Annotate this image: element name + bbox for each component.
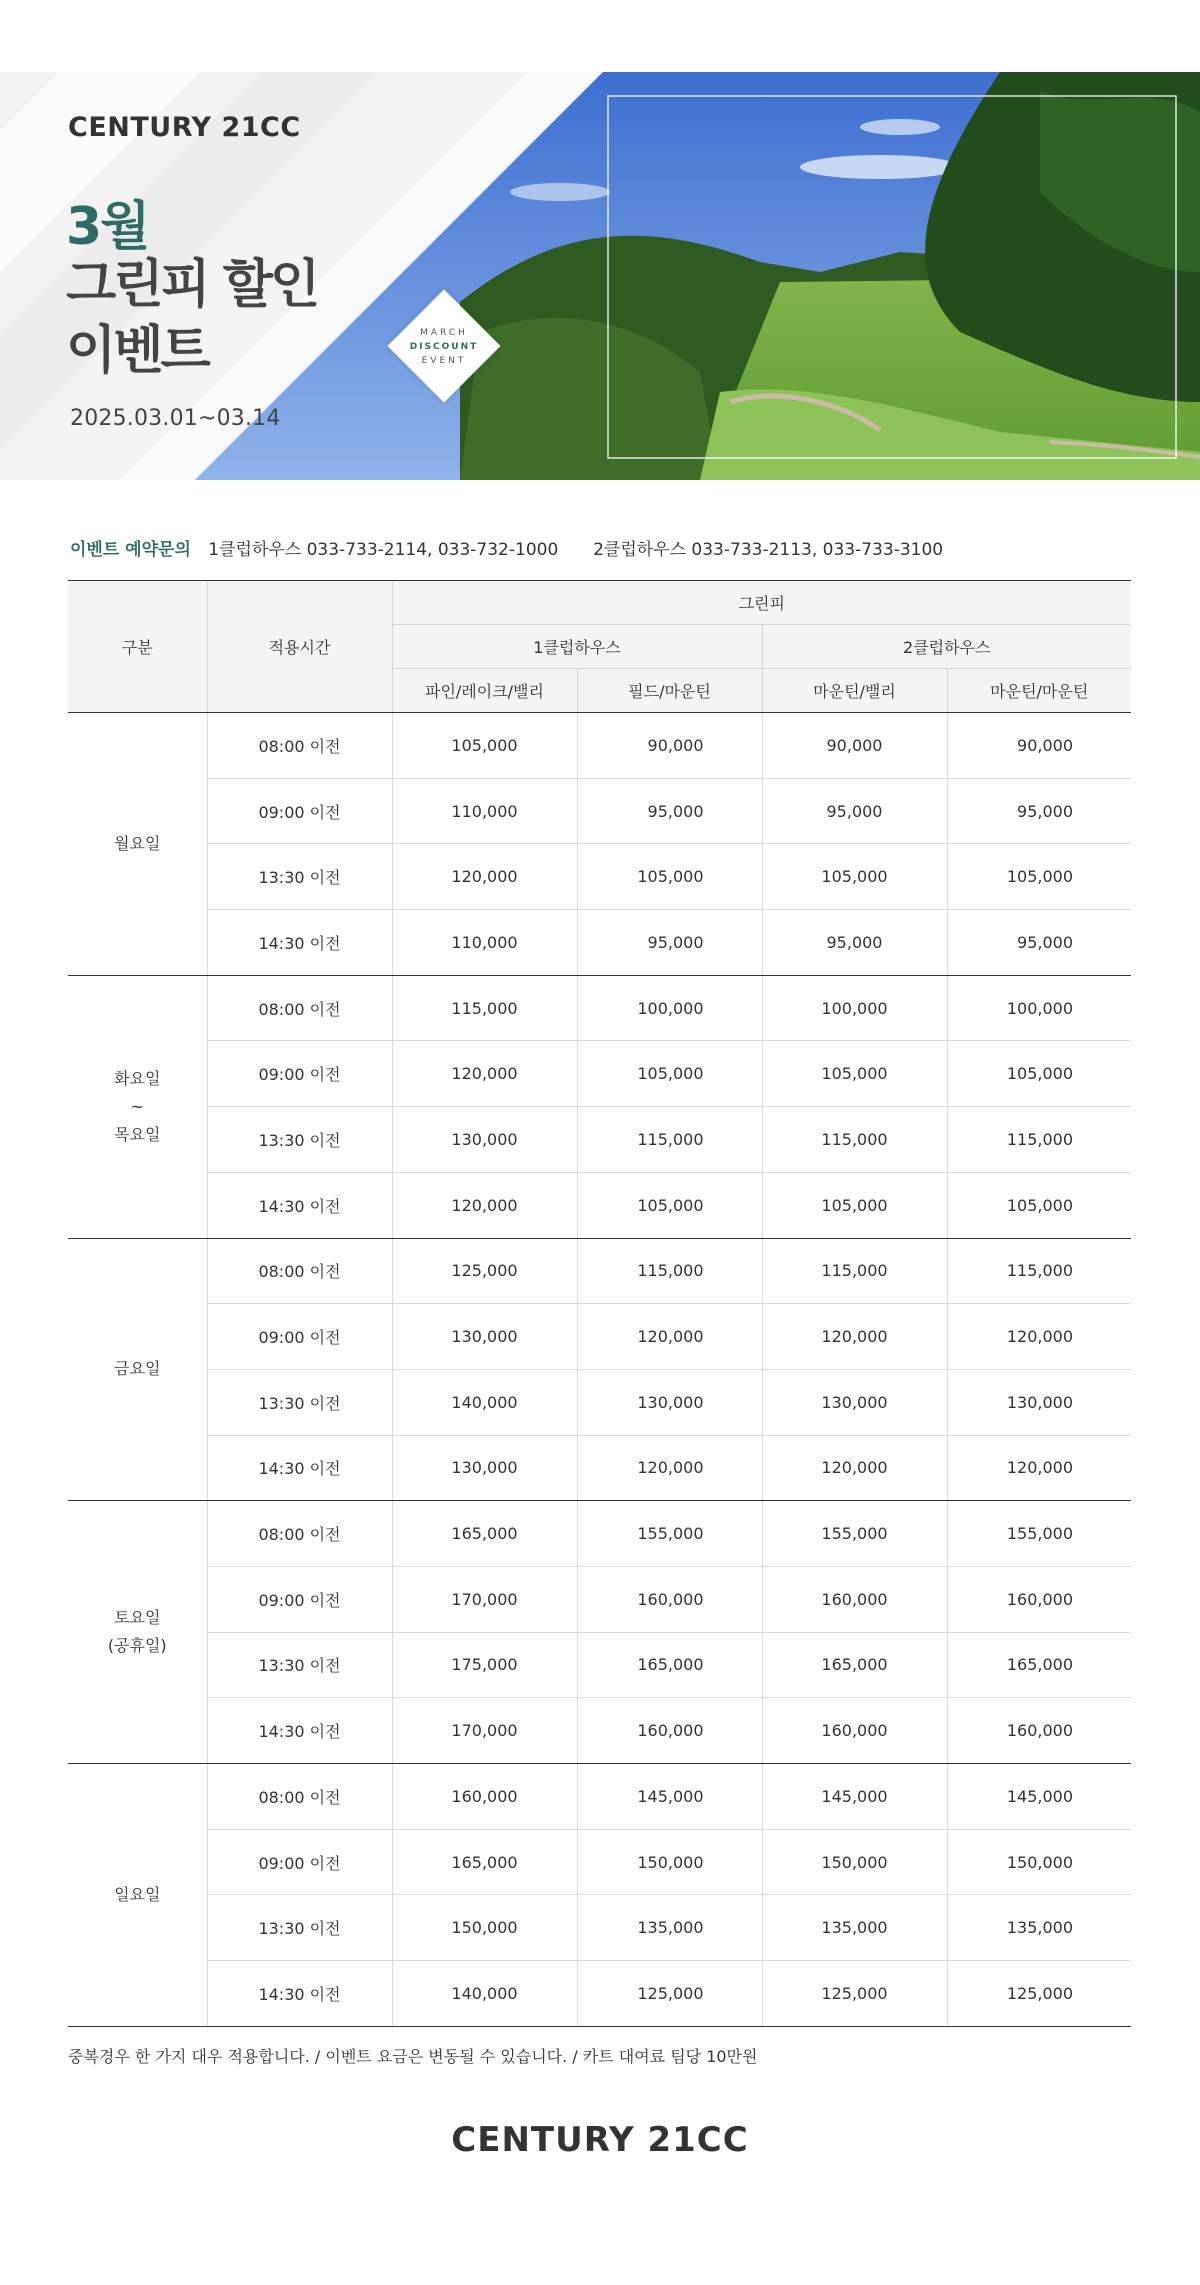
day-label: 금요일: [114, 1359, 161, 1379]
price-cell: 90,000: [947, 713, 1131, 779]
price-cell: 130,000: [392, 1435, 577, 1501]
price-cell: 115,000: [947, 1238, 1131, 1304]
price-cell: 145,000: [577, 1764, 762, 1830]
price-cell: 105,000: [947, 844, 1131, 910]
price-cell: 100,000: [577, 975, 762, 1041]
price-cell: 125,000: [577, 1961, 762, 2027]
price-cell: 115,000: [947, 1107, 1131, 1173]
day-label: 목요일: [114, 1124, 161, 1144]
title-line: 이벤트: [66, 321, 208, 381]
price-cell: 160,000: [577, 1698, 762, 1764]
day-label: 토요일: [114, 1608, 161, 1628]
day-cell: [68, 1764, 207, 2027]
price-cell: 160,000: [577, 1566, 762, 1632]
price-cell: 95,000: [577, 910, 762, 976]
time-cell: 14:30 이전: [207, 910, 392, 976]
price-cell: 95,000: [577, 778, 762, 844]
price-cell: 130,000: [947, 1369, 1131, 1435]
time-cell: 14:30 이전: [207, 1435, 392, 1501]
table-row: [68, 1566, 1131, 1632]
price-cell: 165,000: [947, 1632, 1131, 1698]
title-line: 그린피 할인: [66, 255, 318, 315]
club2-phone: 2클럽하우스 033-733-2113, 033-733-3100: [593, 540, 944, 560]
price-cell: 105,000: [762, 1041, 947, 1107]
price-cell: 105,000: [762, 844, 947, 910]
table-row: [68, 1501, 1131, 1567]
price-cell: 90,000: [577, 713, 762, 779]
club1-phone: 1클럽하우스 033-733-2114, 033-732-1000: [208, 540, 559, 560]
badge-text: DISCOUNT: [409, 342, 479, 352]
header-course: 파인/레이크/밸리: [392, 669, 577, 713]
table-body: [68, 713, 1131, 2027]
price-cell: 115,000: [392, 975, 577, 1041]
price-cell: 165,000: [392, 1501, 577, 1567]
header-course: 마운틴/밸리: [762, 669, 947, 713]
day-cell: [68, 1501, 207, 1764]
badge-text: EVENT: [421, 356, 467, 366]
table-row: [68, 844, 1131, 910]
time-cell: 14:30 이전: [207, 1172, 392, 1238]
day-cell: [68, 1238, 207, 1501]
price-cell: 90,000: [762, 713, 947, 779]
table-row: [68, 1961, 1131, 2027]
greenfee-table: [68, 580, 1131, 2027]
price-cell: 165,000: [392, 1829, 577, 1895]
price-cell: 120,000: [947, 1435, 1131, 1501]
price-cell: 130,000: [392, 1107, 577, 1173]
table-row: [68, 1369, 1131, 1435]
table-row: [68, 1304, 1131, 1370]
price-cell: 155,000: [762, 1501, 947, 1567]
price-cell: 155,000: [577, 1501, 762, 1567]
price-cell: 95,000: [947, 910, 1131, 976]
price-cell: 130,000: [577, 1369, 762, 1435]
day-label: ~: [130, 1096, 144, 1116]
price-cell: 120,000: [762, 1304, 947, 1370]
price-cell: 135,000: [762, 1895, 947, 1961]
price-cell: 125,000: [392, 1238, 577, 1304]
price-cell: 160,000: [392, 1764, 577, 1830]
price-cell: 95,000: [762, 910, 947, 976]
footer-logo: CENTURY 21CC: [451, 2120, 749, 2160]
price-cell: 115,000: [577, 1107, 762, 1173]
price-cell: 130,000: [762, 1369, 947, 1435]
price-cell: 100,000: [947, 975, 1131, 1041]
price-cell: 95,000: [947, 778, 1131, 844]
table-row: [68, 910, 1131, 976]
header-club2: 2클럽하우스: [762, 625, 1131, 669]
price-cell: 100,000: [762, 975, 947, 1041]
price-cell: 110,000: [392, 778, 577, 844]
table-row: [68, 1829, 1131, 1895]
time-cell: 13:30 이전: [207, 844, 392, 910]
table-row: [68, 1172, 1131, 1238]
price-cell: 125,000: [762, 1961, 947, 2027]
price-cell: 160,000: [762, 1566, 947, 1632]
table-row: [68, 1041, 1131, 1107]
price-cell: 105,000: [577, 844, 762, 910]
table-row: [68, 1764, 1131, 1830]
footnote: 중복경우 한 가지 대우 적용합니다. / 이벤트 요금은 변동될 수 있습니다. / 카트 대여료 팀당 10만원: [68, 2047, 758, 2066]
time-cell: 13:30 이전: [207, 1369, 392, 1435]
price-cell: 115,000: [577, 1238, 762, 1304]
price-cell: 175,000: [392, 1632, 577, 1698]
title-month: 3월: [66, 197, 149, 257]
time-cell: 09:00 이전: [207, 1829, 392, 1895]
table-row: [68, 1435, 1131, 1501]
time-cell: 13:30 이전: [207, 1107, 392, 1173]
day-label: (공휴일): [107, 1636, 167, 1656]
price-cell: 105,000: [947, 1172, 1131, 1238]
price-cell: 170,000: [392, 1566, 577, 1632]
table-row: [68, 1895, 1131, 1961]
price-cell: 165,000: [762, 1632, 947, 1698]
reservation-contact: [70, 535, 943, 560]
price-cell: 155,000: [947, 1501, 1131, 1567]
hero-banner: [0, 72, 1200, 480]
table-row: [68, 1698, 1131, 1764]
badge-text: MARCH: [420, 328, 468, 338]
price-cell: 150,000: [392, 1895, 577, 1961]
price-cell: 135,000: [947, 1895, 1131, 1961]
header-club1: 1클럽하우스: [392, 625, 762, 669]
time-cell: 14:30 이전: [207, 1961, 392, 2027]
header-course: 마운틴/마운틴: [947, 669, 1131, 713]
price-cell: 160,000: [947, 1698, 1131, 1764]
price-cell: 120,000: [577, 1304, 762, 1370]
day-label: 화요일: [114, 1068, 161, 1088]
table-row: [68, 975, 1131, 1041]
brand-logo: CENTURY 21CC: [68, 112, 301, 143]
price-cell: 150,000: [947, 1829, 1131, 1895]
price-cell: 105,000: [577, 1172, 762, 1238]
time-cell: 08:00 이전: [207, 1501, 392, 1567]
price-cell: 160,000: [947, 1566, 1131, 1632]
discount-badge: [388, 290, 500, 402]
time-cell: 08:00 이전: [207, 1764, 392, 1830]
price-cell: 150,000: [762, 1829, 947, 1895]
table-row: [68, 1238, 1131, 1304]
event-dates: 2025.03.01~03.14: [70, 406, 281, 431]
time-cell: 09:00 이전: [207, 1041, 392, 1107]
time-cell: 09:00 이전: [207, 1304, 392, 1370]
price-cell: 170,000: [392, 1698, 577, 1764]
day-cell: [68, 713, 207, 976]
price-cell: 120,000: [762, 1435, 947, 1501]
time-cell: 13:30 이전: [207, 1895, 392, 1961]
header-greenfee: 그린피: [392, 581, 1131, 625]
price-cell: 120,000: [392, 1172, 577, 1238]
price-cell: 95,000: [762, 778, 947, 844]
time-cell: 08:00 이전: [207, 713, 392, 779]
table-row: [68, 778, 1131, 844]
header-category: 구분: [68, 581, 207, 713]
time-cell: 08:00 이전: [207, 1238, 392, 1304]
contact-label: 이벤트 예약문의: [70, 540, 191, 560]
price-cell: 125,000: [947, 1961, 1131, 2027]
day-label: 일요일: [114, 1884, 161, 1904]
price-cell: 120,000: [577, 1435, 762, 1501]
price-cell: 145,000: [947, 1764, 1131, 1830]
price-cell: 145,000: [762, 1764, 947, 1830]
time-cell: 08:00 이전: [207, 975, 392, 1041]
price-cell: 140,000: [392, 1961, 577, 2027]
price-cell: 105,000: [577, 1041, 762, 1107]
time-cell: 09:00 이전: [207, 1566, 392, 1632]
price-cell: 115,000: [762, 1107, 947, 1173]
table-row: [68, 1632, 1131, 1698]
price-cell: 105,000: [392, 713, 577, 779]
price-cell: 120,000: [392, 1041, 577, 1107]
time-cell: 09:00 이전: [207, 778, 392, 844]
price-cell: 165,000: [577, 1632, 762, 1698]
day-label: 월요일: [114, 833, 161, 853]
price-cell: 140,000: [392, 1369, 577, 1435]
price-cell: 160,000: [762, 1698, 947, 1764]
table-row: [68, 713, 1131, 779]
time-cell: 14:30 이전: [207, 1698, 392, 1764]
price-cell: 120,000: [392, 844, 577, 910]
price-cell: 120,000: [947, 1304, 1131, 1370]
price-cell: 115,000: [762, 1238, 947, 1304]
table-row: [68, 1107, 1131, 1173]
day-cell: [68, 975, 207, 1238]
price-cell: 150,000: [577, 1829, 762, 1895]
price-cell: 110,000: [392, 910, 577, 976]
header-time: 적용시간: [207, 581, 392, 713]
price-cell: 135,000: [577, 1895, 762, 1961]
price-cell: 105,000: [762, 1172, 947, 1238]
time-cell: 13:30 이전: [207, 1632, 392, 1698]
header-course: 필드/마운틴: [577, 669, 762, 713]
price-cell: 105,000: [947, 1041, 1131, 1107]
price-cell: 130,000: [392, 1304, 577, 1370]
